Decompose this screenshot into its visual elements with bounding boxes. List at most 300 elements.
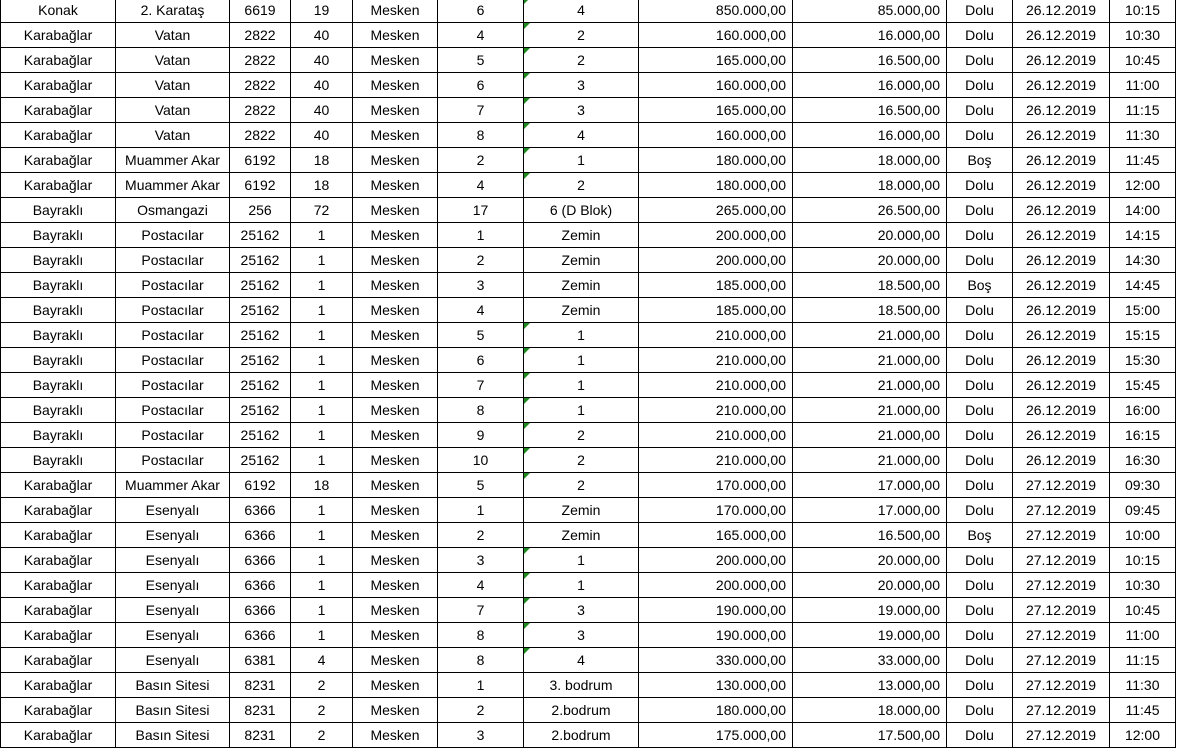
cell-district[interactable]: Karabağlar: [1, 173, 116, 198]
cell-district[interactable]: Karabağlar: [1, 598, 116, 623]
cell-parcel[interactable]: 2: [291, 698, 353, 723]
cell-date[interactable]: 26.12.2019: [1013, 0, 1110, 23]
cell-status[interactable]: Dolu: [947, 23, 1013, 48]
cell-time[interactable]: 11:30: [1110, 673, 1176, 698]
cell-time[interactable]: 10:15: [1110, 548, 1176, 573]
cell-deposit[interactable]: 19.000,00: [793, 598, 947, 623]
cell-date[interactable]: 27.12.2019: [1013, 598, 1110, 623]
cell-deposit[interactable]: 21.000,00: [793, 373, 947, 398]
cell-neighborhood[interactable]: Esenyalı: [116, 623, 230, 648]
cell-floor[interactable]: 3: [524, 73, 639, 98]
cell-date[interactable]: 26.12.2019: [1013, 173, 1110, 198]
cell-status[interactable]: Dolu: [947, 123, 1013, 148]
cell-date[interactable]: 26.12.2019: [1013, 223, 1110, 248]
cell-status[interactable]: Dolu: [947, 198, 1013, 223]
cell-type[interactable]: Mesken: [353, 698, 438, 723]
cell-time[interactable]: 16:15: [1110, 423, 1176, 448]
cell-neighborhood[interactable]: Postacılar: [116, 398, 230, 423]
cell-unit-no[interactable]: 5: [438, 48, 524, 73]
cell-district[interactable]: Karabağlar: [1, 498, 116, 523]
cell-parcel[interactable]: 1: [291, 423, 353, 448]
cell-unit-no[interactable]: 6: [438, 73, 524, 98]
cell-neighborhood[interactable]: Basın Sitesi: [116, 723, 230, 748]
cell-floor[interactable]: 1: [524, 323, 639, 348]
cell-status[interactable]: Dolu: [947, 73, 1013, 98]
cell-neighborhood[interactable]: Vatan: [116, 123, 230, 148]
cell-block[interactable]: 6366: [230, 498, 291, 523]
cell-date[interactable]: 26.12.2019: [1013, 348, 1110, 373]
cell-parcel[interactable]: 40: [291, 123, 353, 148]
cell-deposit[interactable]: 17.000,00: [793, 498, 947, 523]
cell-status[interactable]: Dolu: [947, 248, 1013, 273]
cell-time[interactable]: 10:45: [1110, 598, 1176, 623]
cell-block[interactable]: 2822: [230, 48, 291, 73]
cell-unit-no[interactable]: 1: [438, 498, 524, 523]
cell-unit-no[interactable]: 8: [438, 623, 524, 648]
cell-parcel[interactable]: 1: [291, 248, 353, 273]
cell-status[interactable]: Dolu: [947, 648, 1013, 673]
cell-neighborhood[interactable]: Postacılar: [116, 273, 230, 298]
cell-district[interactable]: Karabağlar: [1, 573, 116, 598]
cell-price[interactable]: 185.000,00: [639, 273, 793, 298]
cell-district[interactable]: Bayraklı: [1, 323, 116, 348]
cell-unit-no[interactable]: 5: [438, 323, 524, 348]
cell-parcel[interactable]: 1: [291, 598, 353, 623]
cell-type[interactable]: Mesken: [353, 623, 438, 648]
cell-date[interactable]: 27.12.2019: [1013, 523, 1110, 548]
cell-price[interactable]: 210.000,00: [639, 423, 793, 448]
cell-price[interactable]: 160.000,00: [639, 73, 793, 98]
cell-status[interactable]: Boş: [947, 148, 1013, 173]
cell-unit-no[interactable]: 3: [438, 273, 524, 298]
cell-status[interactable]: Dolu: [947, 0, 1013, 23]
cell-unit-no[interactable]: 3: [438, 723, 524, 748]
cell-type[interactable]: Mesken: [353, 173, 438, 198]
cell-type[interactable]: Mesken: [353, 448, 438, 473]
cell-type[interactable]: Mesken: [353, 723, 438, 748]
cell-floor[interactable]: Zemin: [524, 498, 639, 523]
cell-parcel[interactable]: 2: [291, 673, 353, 698]
cell-block[interactable]: 8231: [230, 723, 291, 748]
cell-parcel[interactable]: 1: [291, 548, 353, 573]
cell-deposit[interactable]: 16.500,00: [793, 523, 947, 548]
cell-parcel[interactable]: 1: [291, 298, 353, 323]
cell-neighborhood[interactable]: Esenyalı: [116, 598, 230, 623]
cell-deposit[interactable]: 18.000,00: [793, 698, 947, 723]
cell-unit-no[interactable]: 4: [438, 298, 524, 323]
cell-floor[interactable]: 3. bodrum: [524, 673, 639, 698]
cell-block[interactable]: 6381: [230, 648, 291, 673]
cell-floor[interactable]: Zemin: [524, 273, 639, 298]
cell-type[interactable]: Mesken: [353, 673, 438, 698]
cell-status[interactable]: Dolu: [947, 723, 1013, 748]
cell-block[interactable]: 6366: [230, 573, 291, 598]
cell-time[interactable]: 11:30: [1110, 123, 1176, 148]
cell-unit-no[interactable]: 17: [438, 198, 524, 223]
cell-type[interactable]: Mesken: [353, 648, 438, 673]
cell-price[interactable]: 170.000,00: [639, 473, 793, 498]
cell-type[interactable]: Mesken: [353, 373, 438, 398]
cell-block[interactable]: 25162: [230, 323, 291, 348]
cell-date[interactable]: 26.12.2019: [1013, 148, 1110, 173]
cell-status[interactable]: Dolu: [947, 673, 1013, 698]
cell-status[interactable]: Dolu: [947, 423, 1013, 448]
cell-time[interactable]: 14:30: [1110, 248, 1176, 273]
cell-date[interactable]: 27.12.2019: [1013, 723, 1110, 748]
cell-unit-no[interactable]: 7: [438, 598, 524, 623]
cell-deposit[interactable]: 21.000,00: [793, 348, 947, 373]
cell-price[interactable]: 165.000,00: [639, 523, 793, 548]
cell-deposit[interactable]: 20.000,00: [793, 223, 947, 248]
cell-type[interactable]: Mesken: [353, 123, 438, 148]
cell-district[interactable]: Karabağlar: [1, 548, 116, 573]
cell-block[interactable]: 25162: [230, 273, 291, 298]
cell-date[interactable]: 27.12.2019: [1013, 573, 1110, 598]
cell-district[interactable]: Bayraklı: [1, 223, 116, 248]
cell-time[interactable]: 12:00: [1110, 723, 1176, 748]
cell-type[interactable]: Mesken: [353, 73, 438, 98]
cell-floor[interactable]: 4: [524, 0, 639, 23]
cell-unit-no[interactable]: 2: [438, 523, 524, 548]
cell-unit-no[interactable]: 8: [438, 398, 524, 423]
cell-unit-no[interactable]: 4: [438, 173, 524, 198]
cell-type[interactable]: Mesken: [353, 598, 438, 623]
cell-time[interactable]: 14:00: [1110, 198, 1176, 223]
cell-block[interactable]: 25162: [230, 248, 291, 273]
cell-neighborhood[interactable]: Vatan: [116, 23, 230, 48]
cell-unit-no[interactable]: 6: [438, 0, 524, 23]
cell-district[interactable]: Karabağlar: [1, 623, 116, 648]
cell-neighborhood[interactable]: Postacılar: [116, 248, 230, 273]
cell-district[interactable]: Bayraklı: [1, 398, 116, 423]
cell-type[interactable]: Mesken: [353, 223, 438, 248]
cell-district[interactable]: Karabağlar: [1, 48, 116, 73]
cell-status[interactable]: Dolu: [947, 448, 1013, 473]
cell-floor[interactable]: 3: [524, 98, 639, 123]
cell-date[interactable]: 27.12.2019: [1013, 698, 1110, 723]
cell-floor[interactable]: 2: [524, 448, 639, 473]
cell-price[interactable]: 330.000,00: [639, 648, 793, 673]
cell-date[interactable]: 27.12.2019: [1013, 548, 1110, 573]
cell-deposit[interactable]: 17.500,00: [793, 723, 947, 748]
cell-time[interactable]: 10:15: [1110, 0, 1176, 23]
cell-unit-no[interactable]: 4: [438, 573, 524, 598]
cell-price[interactable]: 165.000,00: [639, 98, 793, 123]
cell-time[interactable]: 12:00: [1110, 173, 1176, 198]
cell-date[interactable]: 26.12.2019: [1013, 23, 1110, 48]
cell-deposit[interactable]: 21.000,00: [793, 423, 947, 448]
cell-block[interactable]: 8231: [230, 673, 291, 698]
cell-neighborhood[interactable]: 2. Karataş: [116, 0, 230, 23]
cell-floor[interactable]: 3: [524, 623, 639, 648]
cell-floor[interactable]: 2: [524, 473, 639, 498]
cell-parcel[interactable]: 72: [291, 198, 353, 223]
cell-district[interactable]: Bayraklı: [1, 423, 116, 448]
cell-price[interactable]: 210.000,00: [639, 373, 793, 398]
cell-date[interactable]: 26.12.2019: [1013, 323, 1110, 348]
cell-price[interactable]: 175.000,00: [639, 723, 793, 748]
cell-deposit[interactable]: 20.000,00: [793, 248, 947, 273]
cell-unit-no[interactable]: 3: [438, 548, 524, 573]
cell-district[interactable]: Karabağlar: [1, 698, 116, 723]
cell-unit-no[interactable]: 6: [438, 348, 524, 373]
cell-district[interactable]: Karabağlar: [1, 73, 116, 98]
cell-district[interactable]: Konak: [1, 0, 116, 23]
cell-date[interactable]: 26.12.2019: [1013, 273, 1110, 298]
cell-date[interactable]: 26.12.2019: [1013, 48, 1110, 73]
cell-type[interactable]: Mesken: [353, 248, 438, 273]
cell-neighborhood[interactable]: Postacılar: [116, 423, 230, 448]
cell-district[interactable]: Karabağlar: [1, 673, 116, 698]
cell-time[interactable]: 09:30: [1110, 473, 1176, 498]
cell-type[interactable]: Mesken: [353, 198, 438, 223]
cell-neighborhood[interactable]: Postacılar: [116, 373, 230, 398]
cell-date[interactable]: 27.12.2019: [1013, 498, 1110, 523]
cell-block[interactable]: 6192: [230, 148, 291, 173]
cell-floor[interactable]: 2.bodrum: [524, 723, 639, 748]
cell-neighborhood[interactable]: Vatan: [116, 48, 230, 73]
cell-price[interactable]: 170.000,00: [639, 498, 793, 523]
cell-status[interactable]: Dolu: [947, 298, 1013, 323]
cell-deposit[interactable]: 26.500,00: [793, 198, 947, 223]
cell-parcel[interactable]: 4: [291, 648, 353, 673]
cell-date[interactable]: 26.12.2019: [1013, 423, 1110, 448]
cell-deposit[interactable]: 21.000,00: [793, 398, 947, 423]
cell-date[interactable]: 26.12.2019: [1013, 98, 1110, 123]
cell-unit-no[interactable]: 2: [438, 148, 524, 173]
cell-status[interactable]: Dolu: [947, 348, 1013, 373]
cell-status[interactable]: Dolu: [947, 323, 1013, 348]
cell-unit-no[interactable]: 7: [438, 373, 524, 398]
cell-floor[interactable]: 1: [524, 548, 639, 573]
cell-price[interactable]: 210.000,00: [639, 348, 793, 373]
cell-neighborhood[interactable]: Esenyalı: [116, 523, 230, 548]
cell-neighborhood[interactable]: Osmangazi: [116, 198, 230, 223]
cell-unit-no[interactable]: 4: [438, 23, 524, 48]
cell-type[interactable]: Mesken: [353, 48, 438, 73]
cell-district[interactable]: Karabağlar: [1, 148, 116, 173]
cell-deposit[interactable]: 33.000,00: [793, 648, 947, 673]
cell-parcel[interactable]: 1: [291, 273, 353, 298]
cell-block[interactable]: 25162: [230, 423, 291, 448]
cell-deposit[interactable]: 18.500,00: [793, 298, 947, 323]
cell-date[interactable]: 26.12.2019: [1013, 448, 1110, 473]
cell-type[interactable]: Mesken: [353, 573, 438, 598]
cell-deposit[interactable]: 13.000,00: [793, 673, 947, 698]
cell-unit-no[interactable]: 1: [438, 223, 524, 248]
cell-block[interactable]: 25162: [230, 373, 291, 398]
cell-floor[interactable]: Zemin: [524, 223, 639, 248]
cell-date[interactable]: 26.12.2019: [1013, 373, 1110, 398]
cell-deposit[interactable]: 16.000,00: [793, 73, 947, 98]
cell-floor[interactable]: 2: [524, 48, 639, 73]
cell-neighborhood[interactable]: Basın Sitesi: [116, 673, 230, 698]
cell-deposit[interactable]: 20.000,00: [793, 573, 947, 598]
cell-time[interactable]: 10:30: [1110, 23, 1176, 48]
cell-deposit[interactable]: 16.500,00: [793, 98, 947, 123]
cell-price[interactable]: 210.000,00: [639, 323, 793, 348]
cell-neighborhood[interactable]: Esenyalı: [116, 548, 230, 573]
cell-district[interactable]: Karabağlar: [1, 723, 116, 748]
cell-parcel[interactable]: 1: [291, 398, 353, 423]
cell-parcel[interactable]: 1: [291, 373, 353, 398]
cell-price[interactable]: 160.000,00: [639, 23, 793, 48]
cell-time[interactable]: 15:00: [1110, 298, 1176, 323]
cell-type[interactable]: Mesken: [353, 423, 438, 448]
cell-status[interactable]: Dolu: [947, 473, 1013, 498]
cell-unit-no[interactable]: 7: [438, 98, 524, 123]
cell-neighborhood[interactable]: Muammer Akar: [116, 173, 230, 198]
cell-price[interactable]: 265.000,00: [639, 198, 793, 223]
cell-time[interactable]: 11:00: [1110, 73, 1176, 98]
cell-district[interactable]: Bayraklı: [1, 248, 116, 273]
cell-parcel[interactable]: 18: [291, 473, 353, 498]
cell-parcel[interactable]: 40: [291, 73, 353, 98]
cell-deposit[interactable]: 19.000,00: [793, 623, 947, 648]
cell-neighborhood[interactable]: Esenyalı: [116, 648, 230, 673]
cell-neighborhood[interactable]: Postacılar: [116, 448, 230, 473]
cell-type[interactable]: Mesken: [353, 298, 438, 323]
cell-date[interactable]: 26.12.2019: [1013, 123, 1110, 148]
cell-unit-no[interactable]: 9: [438, 423, 524, 448]
cell-unit-no[interactable]: 2: [438, 248, 524, 273]
cell-type[interactable]: Mesken: [353, 548, 438, 573]
cell-unit-no[interactable]: 8: [438, 123, 524, 148]
cell-district[interactable]: Bayraklı: [1, 448, 116, 473]
cell-district[interactable]: Karabağlar: [1, 473, 116, 498]
cell-floor[interactable]: Zemin: [524, 248, 639, 273]
cell-neighborhood[interactable]: Vatan: [116, 73, 230, 98]
cell-block[interactable]: 6366: [230, 598, 291, 623]
cell-parcel[interactable]: 1: [291, 573, 353, 598]
cell-deposit[interactable]: 21.000,00: [793, 448, 947, 473]
cell-parcel[interactable]: 1: [291, 623, 353, 648]
cell-time[interactable]: 15:30: [1110, 348, 1176, 373]
cell-deposit[interactable]: 20.000,00: [793, 548, 947, 573]
cell-date[interactable]: 26.12.2019: [1013, 73, 1110, 98]
cell-time[interactable]: 11:15: [1110, 648, 1176, 673]
cell-floor[interactable]: 3: [524, 598, 639, 623]
cell-price[interactable]: 210.000,00: [639, 448, 793, 473]
cell-status[interactable]: Dolu: [947, 573, 1013, 598]
cell-date[interactable]: 26.12.2019: [1013, 248, 1110, 273]
cell-time[interactable]: 11:45: [1110, 148, 1176, 173]
cell-block[interactable]: 25162: [230, 298, 291, 323]
cell-status[interactable]: Dolu: [947, 373, 1013, 398]
cell-district[interactable]: Bayraklı: [1, 198, 116, 223]
cell-parcel[interactable]: 1: [291, 348, 353, 373]
cell-type[interactable]: Mesken: [353, 0, 438, 23]
cell-parcel[interactable]: 40: [291, 48, 353, 73]
cell-block[interactable]: 2822: [230, 73, 291, 98]
cell-block[interactable]: 25162: [230, 398, 291, 423]
cell-date[interactable]: 26.12.2019: [1013, 198, 1110, 223]
cell-floor[interactable]: 1: [524, 398, 639, 423]
cell-price[interactable]: 200.000,00: [639, 223, 793, 248]
cell-date[interactable]: 27.12.2019: [1013, 623, 1110, 648]
cell-time[interactable]: 10:00: [1110, 523, 1176, 548]
cell-district[interactable]: Karabağlar: [1, 123, 116, 148]
cell-block[interactable]: 6192: [230, 173, 291, 198]
cell-date[interactable]: 27.12.2019: [1013, 473, 1110, 498]
cell-time[interactable]: 14:45: [1110, 273, 1176, 298]
cell-floor[interactable]: Zemin: [524, 298, 639, 323]
cell-district[interactable]: Karabağlar: [1, 648, 116, 673]
cell-deposit[interactable]: 16.000,00: [793, 23, 947, 48]
cell-block[interactable]: 256: [230, 198, 291, 223]
cell-deposit[interactable]: 18.000,00: [793, 173, 947, 198]
cell-district[interactable]: Karabağlar: [1, 98, 116, 123]
cell-parcel[interactable]: 40: [291, 98, 353, 123]
cell-district[interactable]: Karabağlar: [1, 23, 116, 48]
cell-date[interactable]: 26.12.2019: [1013, 298, 1110, 323]
cell-neighborhood[interactable]: Esenyalı: [116, 498, 230, 523]
cell-price[interactable]: 190.000,00: [639, 598, 793, 623]
cell-neighborhood[interactable]: Postacılar: [116, 323, 230, 348]
cell-neighborhood[interactable]: Esenyalı: [116, 573, 230, 598]
cell-block[interactable]: 6619: [230, 0, 291, 23]
cell-floor[interactable]: 2: [524, 23, 639, 48]
cell-type[interactable]: Mesken: [353, 98, 438, 123]
cell-time[interactable]: 16:00: [1110, 398, 1176, 423]
cell-block[interactable]: 2822: [230, 123, 291, 148]
cell-status[interactable]: Dolu: [947, 223, 1013, 248]
cell-deposit[interactable]: 18.500,00: [793, 273, 947, 298]
cell-block[interactable]: 6366: [230, 623, 291, 648]
cell-floor[interactable]: 1: [524, 148, 639, 173]
cell-neighborhood[interactable]: Postacılar: [116, 298, 230, 323]
cell-type[interactable]: Mesken: [353, 323, 438, 348]
cell-deposit[interactable]: 18.000,00: [793, 148, 947, 173]
cell-status[interactable]: Dolu: [947, 548, 1013, 573]
cell-status[interactable]: Dolu: [947, 498, 1013, 523]
cell-district[interactable]: Bayraklı: [1, 373, 116, 398]
cell-neighborhood[interactable]: Vatan: [116, 98, 230, 123]
cell-parcel[interactable]: 1: [291, 323, 353, 348]
cell-status[interactable]: Boş: [947, 273, 1013, 298]
cell-block[interactable]: 2822: [230, 23, 291, 48]
cell-floor[interactable]: 1: [524, 348, 639, 373]
cell-price[interactable]: 200.000,00: [639, 548, 793, 573]
cell-floor[interactable]: 1: [524, 573, 639, 598]
cell-price[interactable]: 165.000,00: [639, 48, 793, 73]
cell-deposit[interactable]: 16.000,00: [793, 123, 947, 148]
cell-price[interactable]: 130.000,00: [639, 673, 793, 698]
cell-parcel[interactable]: 2: [291, 723, 353, 748]
cell-unit-no[interactable]: 8: [438, 648, 524, 673]
cell-parcel[interactable]: 18: [291, 148, 353, 173]
cell-price[interactable]: 180.000,00: [639, 173, 793, 198]
cell-parcel[interactable]: 1: [291, 223, 353, 248]
cell-district[interactable]: Bayraklı: [1, 298, 116, 323]
cell-time[interactable]: 11:45: [1110, 698, 1176, 723]
cell-deposit[interactable]: 21.000,00: [793, 323, 947, 348]
cell-floor[interactable]: 4: [524, 648, 639, 673]
cell-date[interactable]: 27.12.2019: [1013, 673, 1110, 698]
cell-price[interactable]: 180.000,00: [639, 148, 793, 173]
cell-parcel[interactable]: 1: [291, 498, 353, 523]
cell-unit-no[interactable]: 1: [438, 673, 524, 698]
cell-status[interactable]: Dolu: [947, 598, 1013, 623]
cell-price[interactable]: 190.000,00: [639, 623, 793, 648]
cell-time[interactable]: 14:15: [1110, 223, 1176, 248]
cell-block[interactable]: 2822: [230, 98, 291, 123]
cell-type[interactable]: Mesken: [353, 273, 438, 298]
cell-floor[interactable]: 2: [524, 423, 639, 448]
cell-floor[interactable]: 6 (D Blok): [524, 198, 639, 223]
cell-unit-no[interactable]: 5: [438, 473, 524, 498]
cell-price[interactable]: 210.000,00: [639, 398, 793, 423]
